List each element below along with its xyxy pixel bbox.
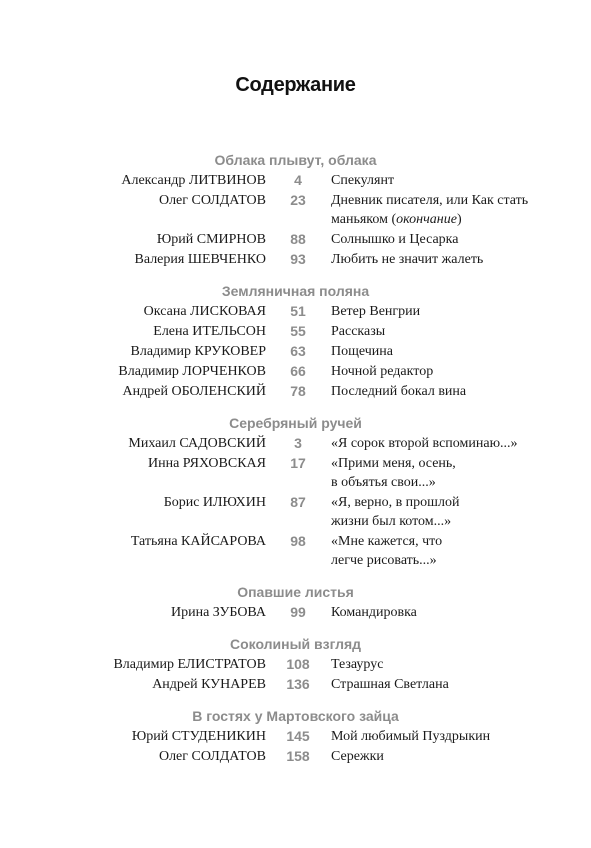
- entry-page-number: 99: [290, 604, 306, 620]
- table-of-contents: [0, 150, 591, 778]
- entry-title-line: в объятья свои...»: [331, 475, 436, 490]
- toc-entry: [0, 493, 591, 532]
- entry-title-line: «Я, верно, в прошлой: [331, 495, 460, 510]
- section-heading: Опавшие листья: [237, 584, 354, 600]
- entry-title-line: Мой любимый Пуздрыкин: [331, 729, 491, 744]
- entry-title: [331, 302, 551, 321]
- entry-author: Оксана ЛИСКОВАЯ: [143, 304, 266, 319]
- entry-title-line: Дневник писателя, или Как стать: [331, 193, 529, 208]
- entry-title: [331, 454, 551, 492]
- toc-entry: [0, 171, 591, 191]
- entry-title-line: маньяком (окончание): [331, 212, 462, 227]
- entry-author: Инна РЯХОВСКАЯ: [147, 456, 266, 471]
- entry-title: [331, 342, 551, 361]
- section-heading: Серебряный ручей: [229, 415, 362, 431]
- entry-page-number: 17: [290, 455, 306, 471]
- entry-author: Андрей КУНАРЕВ: [152, 677, 266, 692]
- entry-title-line: Любить не значит жалеть: [331, 252, 484, 267]
- toc-section: [0, 413, 591, 571]
- entry-author: Олег СОЛДАТОВ: [158, 193, 266, 208]
- entry-title: [331, 230, 551, 249]
- entry-page-number: 145: [286, 728, 310, 744]
- entry-page-number: 98: [290, 533, 306, 549]
- entry-page-number: 51: [290, 303, 306, 319]
- toc-section: [0, 150, 591, 270]
- entry-page-number: 88: [290, 231, 306, 247]
- toc-section: [0, 634, 591, 695]
- toc-entry: [0, 675, 591, 695]
- entry-title: [331, 171, 551, 190]
- entry-page-number: 4: [294, 172, 302, 188]
- entry-page-number: 108: [286, 656, 310, 672]
- entry-title: [331, 603, 551, 622]
- entry-page-number: 55: [290, 323, 306, 339]
- toc-entry: [0, 747, 591, 767]
- entry-title: [331, 493, 551, 531]
- entry-title-line: легче рисовать...»: [331, 553, 437, 568]
- entry-title: [331, 250, 551, 269]
- entry-title-line: Последний бокал вина: [331, 384, 467, 399]
- entry-author: Олег СОЛДАТОВ: [158, 749, 266, 764]
- entry-title-line: жизни был котом...»: [331, 514, 452, 529]
- entry-title: [331, 532, 551, 570]
- toc-entry: [0, 655, 591, 675]
- entry-title-line: «Прими меня, осень,: [331, 456, 456, 471]
- toc-entry: [0, 191, 591, 230]
- entry-page-number: 66: [290, 363, 306, 379]
- entry-author: Борис ИЛЮХИН: [163, 495, 266, 510]
- entry-title: [331, 727, 551, 746]
- toc-section: [0, 706, 591, 767]
- entry-title-line: «Я сорок второй вспоминаю...»: [331, 436, 518, 451]
- toc-entry: [0, 727, 591, 747]
- entry-author: Михаил САДОВСКИЙ: [128, 436, 266, 451]
- entry-author: Татьяна КАЙСАРОВА: [130, 534, 266, 549]
- toc-entry: [0, 250, 591, 270]
- page-title: Содержание: [235, 74, 356, 96]
- entry-title: [331, 382, 551, 401]
- entry-author: Юрий СМИРНОВ: [156, 232, 266, 247]
- entry-title-line: Командировка: [331, 605, 417, 620]
- toc-entry: [0, 342, 591, 362]
- toc-entry: [0, 382, 591, 402]
- entry-title: [331, 322, 551, 341]
- toc-entry: [0, 322, 591, 342]
- entry-title-line: Пощечина: [331, 344, 393, 359]
- entry-author: Владимир ЛОРЧЕНКОВ: [118, 364, 266, 379]
- entry-title-line: Солнышко и Цесарка: [331, 232, 459, 247]
- entry-page-number: 63: [290, 343, 306, 359]
- entry-page-number: 87: [290, 494, 306, 510]
- entry-title-line: Ветер Венгрии: [331, 304, 421, 319]
- entry-title-line: Ночной редактор: [331, 364, 434, 379]
- entry-title: [331, 191, 551, 229]
- entry-author: Юрий СТУДЕНИКИН: [131, 729, 266, 744]
- entry-title-line: Тезаурус: [331, 657, 384, 672]
- entry-title-line: Спекулянт: [331, 173, 395, 188]
- entry-author: Андрей ОБОЛЕНСКИЙ: [122, 384, 266, 399]
- entry-title-line: Сережки: [331, 749, 384, 764]
- entry-page-number: 3: [294, 435, 302, 451]
- entry-page-number: 136: [286, 676, 310, 692]
- entry-title: [331, 655, 551, 674]
- toc-entry: [0, 454, 591, 493]
- entry-title: [331, 434, 551, 453]
- entry-author: Елена ИТЕЛЬСОН: [153, 324, 266, 339]
- section-heading: Облака плывут, облака: [214, 152, 377, 168]
- entry-title-line: Страшная Светлана: [331, 677, 449, 692]
- toc-entry: [0, 603, 591, 623]
- entry-page-number: 158: [286, 748, 310, 764]
- section-heading: Соколиный взгляд: [229, 636, 362, 652]
- toc-entry: [0, 302, 591, 322]
- toc-section: [0, 281, 591, 402]
- entry-page-number: 23: [290, 192, 306, 208]
- entry-page-number: 78: [290, 383, 306, 399]
- section-heading: В гостях у Мартовского зайца: [192, 708, 399, 724]
- entry-author: Александр ЛИТВИНОВ: [121, 173, 266, 188]
- entry-page-number: 93: [290, 251, 306, 267]
- toc-entry: [0, 434, 591, 454]
- entry-title: [331, 362, 551, 381]
- entry-title-line: Рассказы: [331, 324, 386, 339]
- entry-title: [331, 747, 551, 766]
- toc-entry: [0, 532, 591, 571]
- entry-title-line: «Мне кажется, что: [331, 534, 443, 549]
- toc-entry: [0, 362, 591, 382]
- toc-entry: [0, 230, 591, 250]
- entry-title: [331, 675, 551, 694]
- section-heading: Земляничная поляна: [221, 283, 370, 299]
- entry-author: Валерия ШЕВЧЕНКО: [134, 252, 266, 267]
- entry-author: Владимир ЕЛИСТРАТОВ: [113, 657, 266, 672]
- entry-author: Владимир КРУКОВЕР: [130, 344, 266, 359]
- toc-section: [0, 582, 591, 623]
- entry-author: Ирина ЗУБОВА: [170, 605, 266, 620]
